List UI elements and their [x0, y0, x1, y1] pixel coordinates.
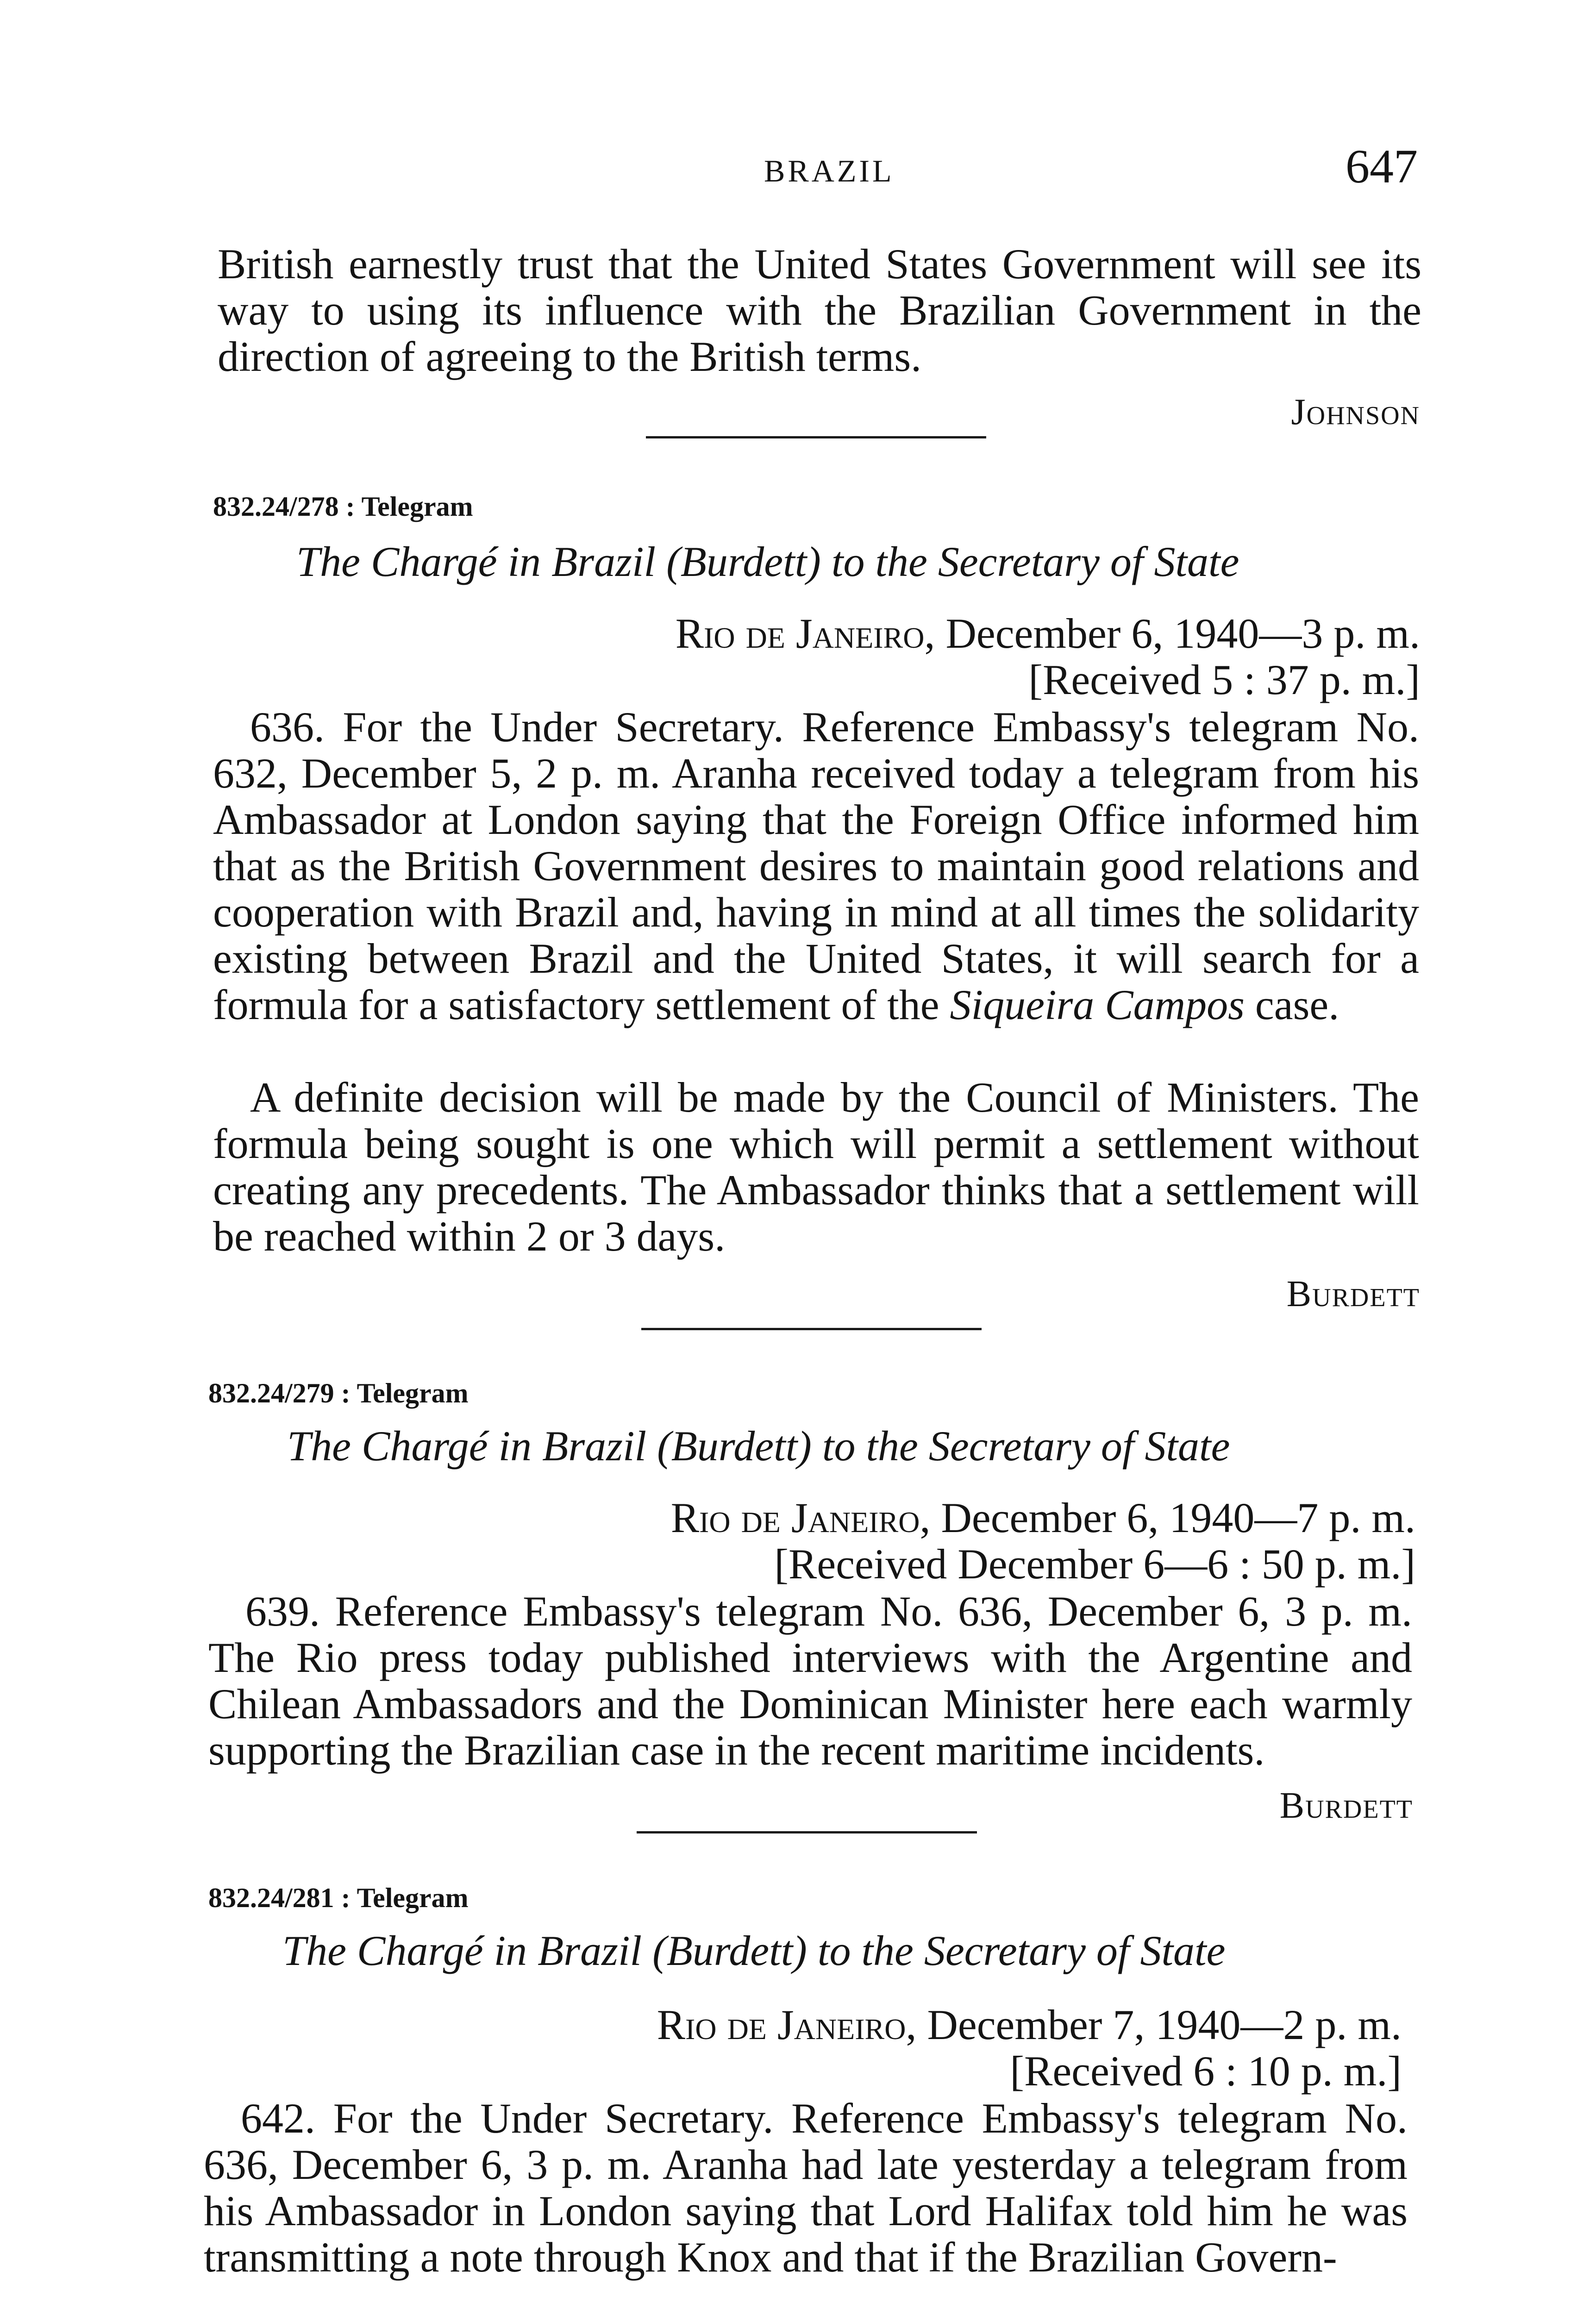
file-reference: 832.24/278 : Telegram: [213, 491, 473, 522]
dateline: [657, 2000, 1402, 2049]
section-divider: [637, 1831, 977, 1833]
paragraph-text-end: case.: [1244, 981, 1339, 1028]
signature-burdett: Burdett: [1286, 1274, 1420, 1314]
dateline-place: Rio de Janeiro: [670, 1494, 920, 1541]
telegram-heading: The Chargé in Brazil (Burdett) to the Secretary of State: [296, 538, 1239, 585]
received-line: [Received 5 : 37 p. m.]: [1028, 656, 1420, 703]
telegram-heading: The Chargé in Brazil (Burdett) to the Secretary of State: [282, 1927, 1226, 1974]
dateline-place: Rio de Janeiro: [657, 2001, 906, 2048]
telegram-paragraph: A definite decision will be made by the Council of Ministers. The formula being sought is one which will permit a settlement without creating any precedents. The Ambassador thinks that a settlement will be reached within 2 or 3 days.: [213, 1074, 1419, 1260]
file-reference: 832.24/279 : Telegram: [208, 1378, 469, 1408]
dateline: [671, 1493, 1415, 1542]
dateline-date: , December 7, 1940—2 p. m.: [906, 2001, 1402, 2048]
received-line: [Received December 6—6 : 50 p. m.]: [774, 1540, 1415, 1588]
section-divider: [646, 436, 986, 438]
running-head: BRAZIL: [764, 153, 895, 188]
dateline-place: Rio de Janeiro: [675, 610, 925, 657]
telegram-paragraph: 639. Reference Embassy's telegram No. 636, December 6, 3 p. m. The Rio press today published interviews with the Argentine and Chilean Ambassadors and the Dominican Minister here each warmly supporting the Brazilian case in the recent maritime incidents.: [208, 1588, 1412, 1774]
signature-burdett: Burdett: [1279, 1785, 1413, 1826]
telegram-paragraph: 642. For the Under Secretary. Reference Embassy's telegram No. 636, December 6, 3 p. m. Aranha had late yesterday a telegram from his Ambassador in London saying that Lord Halifax told him he was transmitting a note through Knox and that if the Brazilian Govern-: [204, 2095, 1408, 2281]
ship-name: Siqueira Campos: [950, 981, 1245, 1028]
section-divider: [641, 1328, 982, 1330]
signature-johnson: Johnson: [1291, 392, 1420, 432]
dateline-date: , December 6, 1940—3 p. m.: [924, 610, 1420, 657]
paragraph-text: 636. For the Under Secretary. Reference Embassy's telegram No. 632, December 5, 2 p. m. Aranha received today a telegram from his Ambassador at London saying that the Foreign Office informed him that as the British Government desires to maintain good relations and cooperation with Brazil and, having in mind at all times the solidarity existing between Brazil and the United States, it will search for a formula for a satisfactory settlement of the: [213, 703, 1419, 1028]
file-reference: 832.24/281 : Telegram: [208, 1883, 469, 1913]
dateline: [676, 609, 1420, 658]
page-number: 647: [1346, 140, 1418, 193]
dateline-date: , December 6, 1940—7 p. m.: [920, 1494, 1415, 1541]
telegram-heading: The Chargé in Brazil (Burdett) to the Secretary of State: [287, 1422, 1230, 1470]
telegram-paragraph: [213, 704, 1419, 1028]
received-line: [Received 6 : 10 p. m.]: [1010, 2047, 1402, 2095]
intro-paragraph: British earnestly trust that the United States Government will see its way to using its influence with the Brazilian Government in the direction of agreeing to the British terms.: [218, 240, 1421, 380]
